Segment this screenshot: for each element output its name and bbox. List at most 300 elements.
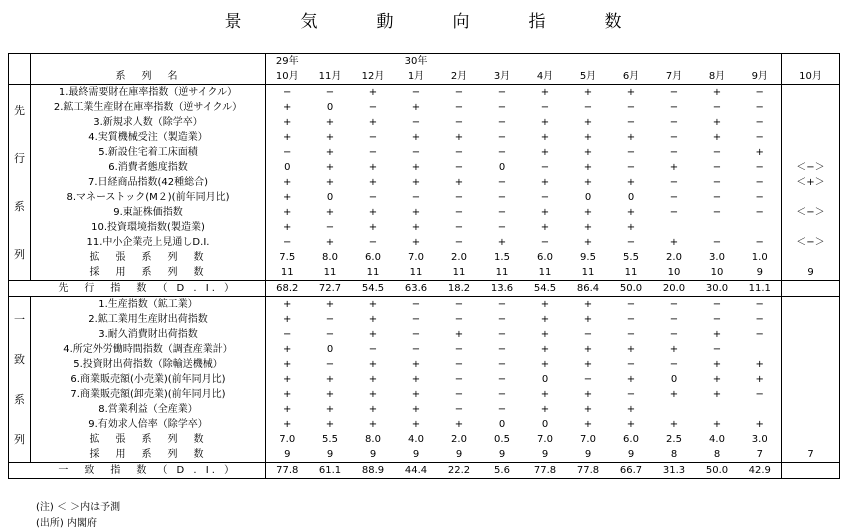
- leading-row: [9, 190, 840, 205]
- series-value: −: [739, 130, 782, 145]
- series-value: −: [454, 87, 464, 98]
- series-value: −: [712, 314, 722, 325]
- expanded-value: 7.0: [580, 434, 596, 445]
- di-value: 18.2: [438, 281, 481, 297]
- series-value: +: [583, 117, 593, 128]
- series-value: +: [626, 374, 636, 385]
- series-value: +: [626, 132, 636, 143]
- series-name: 7.日経商品指数(42種総合): [31, 175, 266, 190]
- header-month: 2月: [438, 69, 481, 85]
- expanded-last: [782, 432, 840, 447]
- series-forecast: [782, 190, 840, 205]
- series-value: −: [325, 359, 335, 370]
- header-last-blank: [782, 54, 840, 70]
- series-value: −: [454, 299, 464, 310]
- series-value: +: [368, 389, 378, 400]
- series-forecast: [782, 402, 840, 417]
- adopted-value: 11: [280, 267, 294, 278]
- series-value: −: [626, 117, 636, 128]
- series-name: 4.所定外労働時間指数（調査産業計）: [31, 342, 266, 357]
- series-value: [739, 220, 782, 235]
- series-value: 0: [326, 192, 334, 203]
- header-month: 1月: [395, 69, 438, 85]
- series-value: +: [540, 314, 550, 325]
- series-value: +: [368, 162, 378, 173]
- series-value: −: [626, 359, 636, 370]
- series-value: −: [454, 162, 464, 173]
- series-forecast: [782, 357, 840, 372]
- leading-expanded-row: [9, 250, 840, 265]
- series-value: +: [669, 389, 679, 400]
- series-value: −: [669, 207, 679, 218]
- series-value: −: [583, 329, 593, 340]
- series-value: −: [454, 192, 464, 203]
- series-forecast: [782, 387, 840, 402]
- series-value: +: [368, 299, 378, 310]
- header-month: 11月: [309, 69, 352, 85]
- series-value: +: [411, 389, 421, 400]
- series-value: +: [325, 419, 335, 430]
- adopted-value: 9: [412, 449, 420, 460]
- di-value: 77.8: [567, 463, 610, 479]
- series-value: +: [583, 237, 593, 248]
- group-char: 列: [14, 247, 25, 261]
- series-value: −: [454, 222, 464, 233]
- series-value: −: [454, 117, 464, 128]
- series-value: +: [368, 404, 378, 415]
- series-value: −: [739, 115, 782, 130]
- series-forecast: [782, 220, 840, 235]
- series-value: −: [497, 389, 507, 400]
- series-value: +: [368, 374, 378, 385]
- series-value: +: [411, 222, 421, 233]
- expanded-value: 3.0: [739, 432, 782, 447]
- series-value: −: [497, 117, 507, 128]
- series-value: −: [325, 222, 335, 233]
- header-year-29: 29年: [266, 54, 309, 70]
- series-value: [653, 220, 696, 235]
- header-corner: [9, 69, 31, 85]
- expanded-label: 拡 張 系 列 数: [31, 432, 266, 447]
- series-value: −: [497, 329, 507, 340]
- group-char: 行: [14, 152, 25, 166]
- expanded-value: 9.5: [580, 252, 596, 263]
- series-value: −: [626, 299, 636, 310]
- leading-row: [9, 220, 840, 235]
- series-value: +: [540, 222, 550, 233]
- series-value: +: [712, 132, 722, 143]
- header-month: 5月: [567, 69, 610, 85]
- series-value: +: [540, 344, 550, 355]
- adopted-value: 9: [455, 449, 463, 460]
- di-value: 63.6: [395, 281, 438, 297]
- header-year-blank: [438, 54, 481, 70]
- leading-row: [9, 235, 840, 250]
- di-value: 31.3: [653, 463, 696, 479]
- series-value: +: [626, 404, 636, 415]
- series-value: +: [283, 222, 292, 233]
- expanded-value: 2.0: [451, 434, 467, 445]
- header-year-blank: [524, 54, 567, 70]
- expanded-label: 拡 張 系 列 数: [31, 250, 266, 265]
- di-value: 50.0: [696, 463, 739, 479]
- leading-adopted-row: [9, 265, 840, 281]
- series-value: +: [325, 147, 335, 158]
- expanded-value: 7.0: [408, 252, 424, 263]
- series-value: +: [411, 177, 421, 188]
- coincident-di-label: 一 致 指 数 （ D . I. ）: [31, 463, 266, 479]
- series-value: +: [626, 222, 636, 233]
- header-month-row: [9, 69, 840, 85]
- di-value: 72.7: [309, 281, 352, 297]
- note-forecast: (注) ＜ ＞内は予測: [36, 502, 121, 513]
- series-value: +: [325, 389, 335, 400]
- series-value: −: [540, 102, 550, 113]
- series-name: 9.有効求人倍率（除学卒）: [31, 417, 266, 432]
- series-value: −: [454, 207, 464, 218]
- coincident-row: [9, 387, 840, 402]
- series-value: −: [497, 222, 507, 233]
- series-value: +: [454, 177, 464, 188]
- series-value: −: [411, 117, 421, 128]
- series-name: 8.営業利益（全産業）: [31, 402, 266, 417]
- series-value: +: [739, 372, 782, 387]
- series-name: 3.耐久消費財出荷指数: [31, 327, 266, 342]
- series-value: +: [325, 299, 335, 310]
- series-value: −: [669, 177, 679, 188]
- adopted-value: 11: [366, 267, 380, 278]
- series-value: −: [368, 102, 378, 113]
- series-value: −: [454, 404, 464, 415]
- series-value: +: [540, 359, 550, 370]
- series-forecast: ＜+＞: [782, 175, 840, 190]
- series-value: −: [669, 314, 679, 325]
- series-value: −: [411, 329, 421, 340]
- expanded-value: 4.0: [709, 434, 725, 445]
- series-value: −: [454, 147, 464, 158]
- group-char: 先: [14, 104, 25, 118]
- series-value: −: [739, 312, 782, 327]
- series-value: +: [583, 359, 593, 370]
- expanded-value: 2.0: [666, 252, 682, 263]
- adopted-value: 9: [627, 449, 635, 460]
- series-value: −: [739, 190, 782, 205]
- series-value: +: [325, 237, 335, 248]
- header-year-blank: [481, 54, 524, 70]
- series-value: −: [626, 237, 636, 248]
- series-value: +: [325, 177, 335, 188]
- expanded-value: 8.0: [365, 434, 381, 445]
- series-value: +: [283, 117, 292, 128]
- series-value: −: [712, 102, 722, 113]
- expanded-value: 8.0: [322, 252, 338, 263]
- series-value: +: [626, 419, 636, 430]
- series-value: −: [712, 177, 722, 188]
- series-value: [739, 402, 782, 417]
- series-value: −: [497, 404, 507, 415]
- series-value: −: [626, 314, 636, 325]
- series-value: +: [739, 417, 782, 432]
- series-value: −: [626, 329, 636, 340]
- series-value: −: [540, 162, 550, 173]
- series-value: +: [368, 177, 378, 188]
- series-value: [653, 402, 696, 417]
- series-value: +: [283, 207, 292, 218]
- header-year-blank: [309, 54, 352, 70]
- series-name: 2.鉱工業用生産財出荷指数: [31, 312, 266, 327]
- series-name: 1.最終需要財在庫率指数（逆サイクル）: [31, 85, 266, 101]
- series-value: 0: [541, 374, 549, 385]
- header-last-month: 10月: [782, 69, 840, 85]
- series-forecast: [782, 85, 840, 101]
- series-value: [696, 220, 739, 235]
- adopted-value: 11: [581, 267, 595, 278]
- series-value: +: [368, 117, 378, 128]
- header-month: 3月: [481, 69, 524, 85]
- series-value: +: [540, 329, 550, 340]
- series-value: +: [283, 419, 292, 430]
- expanded-last: [782, 250, 840, 265]
- series-value: +: [626, 207, 636, 218]
- header-year-row: [9, 54, 840, 70]
- series-value: 0: [670, 374, 678, 385]
- series-value: −: [739, 297, 782, 313]
- series-value: +: [712, 117, 722, 128]
- expanded-value: 5.5: [322, 434, 338, 445]
- series-value: +: [325, 207, 335, 218]
- series-value: +: [368, 222, 378, 233]
- business-conditions-table: [8, 53, 840, 479]
- expanded-value: 7.5: [279, 252, 296, 263]
- series-value: +: [669, 237, 679, 248]
- series-value: −: [497, 314, 507, 325]
- series-value: +: [283, 102, 292, 113]
- series-value: −: [626, 162, 636, 173]
- series-value: −: [540, 192, 550, 203]
- series-value: −: [712, 207, 722, 218]
- leading-row: [9, 205, 840, 220]
- series-value: +: [626, 344, 636, 355]
- adopted-value: 9: [541, 449, 549, 460]
- series-value: +: [283, 192, 292, 203]
- coincident-row: [9, 402, 840, 417]
- series-value: −: [497, 132, 507, 143]
- series-value: +: [325, 404, 335, 415]
- series-value: −: [325, 314, 335, 325]
- series-value: −: [368, 147, 378, 158]
- series-name: 2.鉱工業生産財在庫率指数（逆サイクル）: [31, 100, 266, 115]
- series-value: −: [669, 117, 679, 128]
- series-value: −: [454, 237, 464, 248]
- series-name: 1.生産指数（鉱工業）: [31, 297, 266, 313]
- series-value: +: [583, 404, 593, 415]
- series-value: +: [739, 357, 782, 372]
- series-value: +: [583, 344, 593, 355]
- series-value: −: [411, 87, 421, 98]
- di-value: 77.8: [524, 463, 567, 479]
- di-value: 30.0: [696, 281, 739, 297]
- adopted-value: 7: [739, 447, 782, 463]
- di-value: 54.5: [352, 281, 395, 297]
- series-value: −: [712, 147, 722, 158]
- series-value: −: [283, 147, 292, 158]
- leading-row: [9, 85, 840, 101]
- series-value: [739, 342, 782, 357]
- series-value: −: [669, 147, 679, 158]
- series-value: +: [540, 207, 550, 218]
- expanded-value: 3.0: [709, 252, 725, 263]
- coincident-row: [9, 342, 840, 357]
- series-value: +: [283, 404, 292, 415]
- series-value: +: [283, 299, 292, 310]
- series-value: +: [540, 389, 550, 400]
- header-corner: [9, 54, 31, 70]
- series-value: +: [283, 374, 292, 385]
- series-value: −: [454, 102, 464, 113]
- series-value: −: [497, 87, 507, 98]
- series-value: −: [739, 160, 782, 175]
- adopted-value: 9: [326, 449, 334, 460]
- series-value: 0: [498, 419, 506, 430]
- group-char: 一: [14, 312, 25, 326]
- di-value: 5.6: [481, 463, 524, 479]
- coincident-group-label: [9, 297, 31, 463]
- series-value: +: [283, 177, 292, 188]
- series-forecast: [782, 417, 840, 432]
- series-value: +: [368, 314, 378, 325]
- header-month: 10月: [266, 69, 309, 85]
- leading-row: [9, 115, 840, 130]
- series-value: +: [712, 329, 722, 340]
- series-value: +: [454, 132, 464, 143]
- series-value: −: [540, 237, 550, 248]
- expanded-value: 7.0: [537, 434, 553, 445]
- di-value: 50.0: [610, 281, 653, 297]
- expanded-value: 1.0: [739, 250, 782, 265]
- series-value: +: [368, 359, 378, 370]
- series-forecast: [782, 372, 840, 387]
- adopted-value: 9: [369, 449, 377, 460]
- expanded-value: 2.0: [451, 252, 467, 263]
- series-value: +: [626, 87, 636, 98]
- di-value: 86.4: [567, 281, 610, 297]
- coincident-row: [9, 417, 840, 432]
- adopted-value: 9: [584, 449, 592, 460]
- adopted-value: 8: [713, 449, 721, 460]
- series-value: −: [669, 192, 679, 203]
- series-value: +: [283, 389, 292, 400]
- group-char: 致: [14, 352, 25, 366]
- header-month: 8月: [696, 69, 739, 85]
- series-value: −: [454, 314, 464, 325]
- series-value: +: [712, 419, 722, 430]
- series-value: −: [626, 389, 636, 400]
- note-source: (出所) 内閣府: [36, 518, 97, 529]
- series-value: −: [411, 192, 421, 203]
- di-value: 77.8: [266, 463, 309, 479]
- adopted-value: 8: [670, 449, 678, 460]
- adopted-value: 9: [284, 449, 291, 460]
- series-value: +: [583, 147, 593, 158]
- header-year-blank: [610, 54, 653, 70]
- leading-row: [9, 130, 840, 145]
- series-value: −: [497, 344, 507, 355]
- series-value: −: [739, 100, 782, 115]
- series-value: −: [454, 374, 464, 385]
- series-value: −: [454, 389, 464, 400]
- series-value: −: [497, 102, 507, 113]
- series-value: +: [712, 374, 722, 385]
- leading-row: [9, 145, 840, 160]
- series-name: 11.中小企業売上見通しD.I.: [31, 235, 266, 250]
- series-forecast: ＜−＞: [782, 235, 840, 250]
- coincident-group-chars: [9, 299, 30, 460]
- series-value: −: [739, 235, 782, 250]
- leading-di-label: 先 行 指 数 （ D . I. ）: [31, 281, 266, 297]
- expanded-value: 4.0: [408, 434, 424, 445]
- series-forecast: [782, 297, 840, 313]
- di-value: 22.2: [438, 463, 481, 479]
- series-value: −: [712, 192, 722, 203]
- series-value: +: [325, 132, 335, 143]
- series-value: +: [583, 222, 593, 233]
- series-value: 0: [584, 192, 592, 203]
- series-value: +: [411, 404, 421, 415]
- series-value: −: [712, 344, 722, 355]
- series-value: −: [497, 147, 507, 158]
- leading-di-row: [9, 281, 840, 297]
- series-value: +: [540, 147, 550, 158]
- series-forecast: [782, 145, 840, 160]
- series-name: 6.商業販売額(小売業)(前年同月比): [31, 372, 266, 387]
- coincident-row: [9, 297, 840, 313]
- series-forecast: [782, 312, 840, 327]
- series-value: −: [669, 132, 679, 143]
- group-char: 列: [14, 433, 25, 447]
- coincident-row: [9, 372, 840, 387]
- di-value: 42.9: [739, 463, 782, 479]
- series-value: −: [454, 359, 464, 370]
- series-value: +: [583, 87, 593, 98]
- group-char: 系: [14, 393, 25, 407]
- adopted-last: 7: [782, 447, 840, 463]
- series-name: 7.商業販売額(卸売業)(前年同月比): [31, 387, 266, 402]
- adopted-value: 9: [498, 449, 506, 460]
- series-name: 3.新規求人数（除学卒）: [31, 115, 266, 130]
- series-value: +: [411, 132, 421, 143]
- series-value: −: [739, 85, 782, 101]
- header-year-blank: [653, 54, 696, 70]
- adopted-last: 9: [782, 265, 840, 281]
- series-value: −: [712, 299, 722, 310]
- series-value: +: [411, 207, 421, 218]
- series-value: −: [411, 344, 421, 355]
- adopted-label: 採 用 系 列 数: [31, 265, 266, 281]
- di-value: 88.9: [352, 463, 395, 479]
- series-value: +: [739, 145, 782, 160]
- header-series-blank: [31, 54, 266, 70]
- header-year-blank: [696, 54, 739, 70]
- leading-group-label: [9, 85, 31, 281]
- series-value: +: [283, 314, 292, 325]
- expanded-value: 7.0: [279, 434, 296, 445]
- header-month: 9月: [739, 69, 782, 85]
- di-last: [782, 463, 840, 479]
- series-forecast: [782, 327, 840, 342]
- adopted-value: 11: [624, 267, 638, 278]
- leading-row: [9, 175, 840, 190]
- series-value: −: [669, 329, 679, 340]
